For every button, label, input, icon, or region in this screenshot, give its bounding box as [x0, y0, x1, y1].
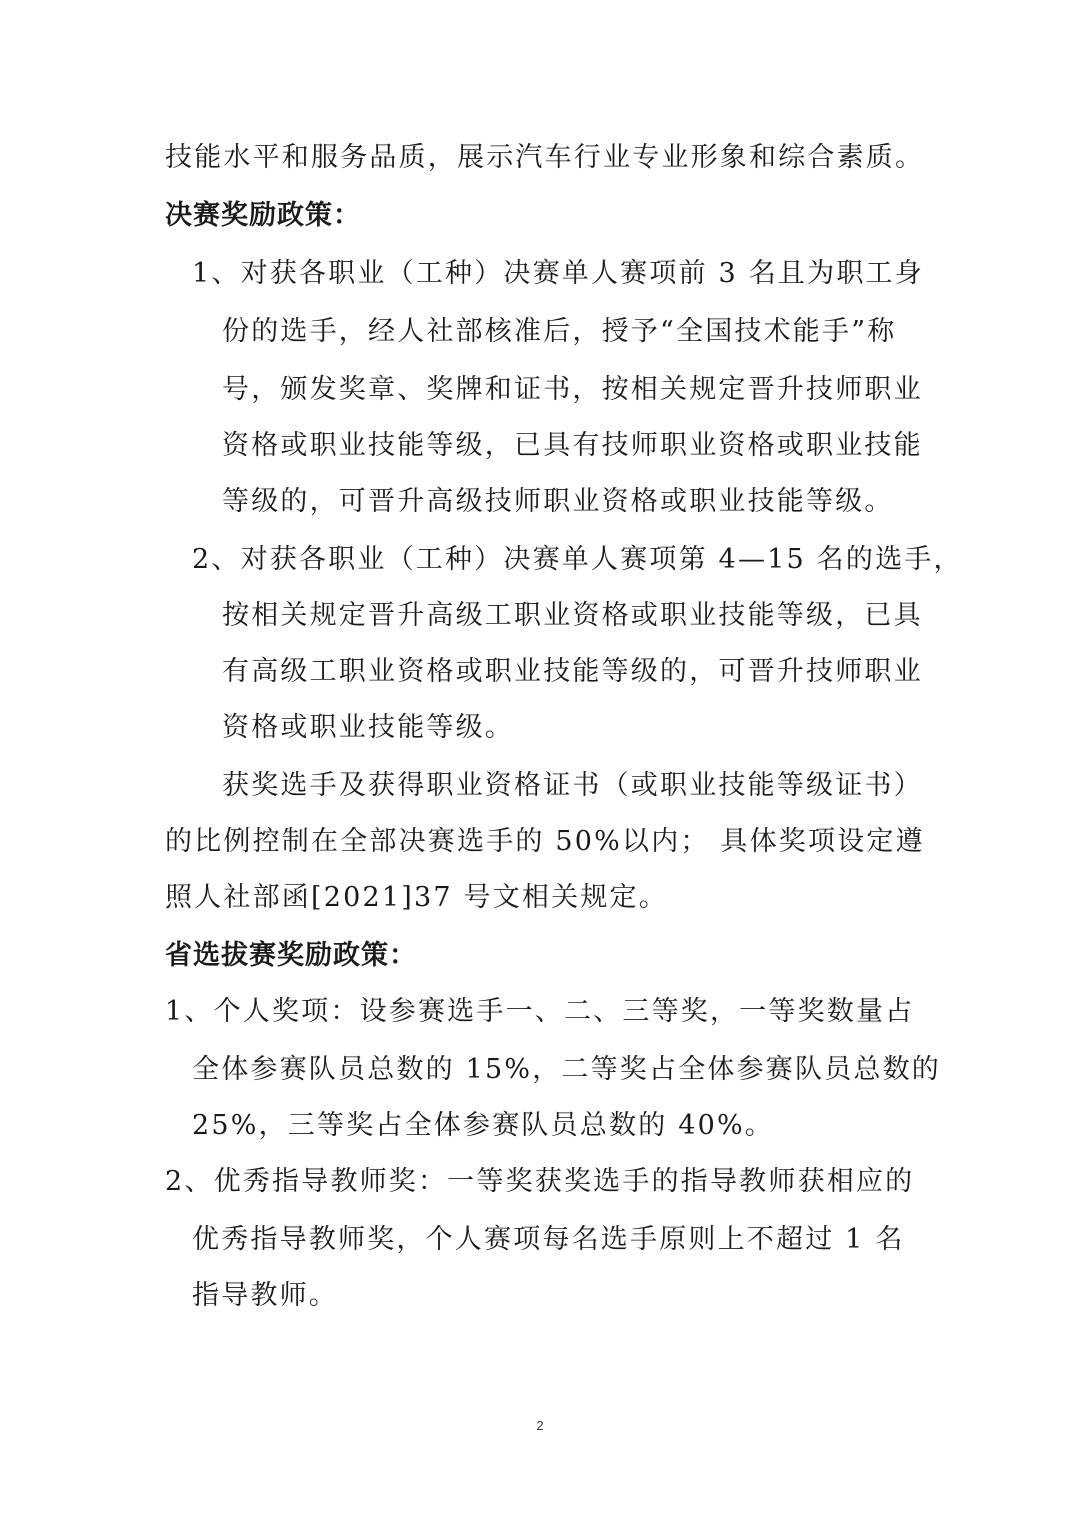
- list-item-1-line: 等级的，可晋升高级技师职业资格或职业技能等级。: [222, 486, 894, 517]
- list-item-2-line: 有高级工职业资格或职业技能等级的，可晋升技师职业: [222, 656, 923, 687]
- list-item-1-line: 份的选手，经人社部核准后，授予“全国技术能手”称: [222, 316, 897, 347]
- list-item-2-line: 资格或职业技能等级。: [222, 712, 514, 743]
- paragraph-continuation: 技能水平和服务品质，展示汽车行业专业形象和综合素质。: [165, 142, 925, 173]
- list-item-2-line: 2、对获各职业（工种）决赛单人赛项第 4—15 名的选手，: [192, 544, 963, 575]
- list-item-teacher-award-line: 2、优秀指导教师奖：一等奖获奖选手的指导教师获相应的: [165, 1166, 915, 1197]
- list-item-individual-awards-line: 全体参赛队员总数的 15%，二等奖占全体参赛队员总数的: [192, 1054, 941, 1085]
- list-item-1-line: 资格或职业技能等级，已具有技师职业资格或职业技能: [222, 430, 923, 461]
- page-number: 2: [536, 1418, 544, 1433]
- paragraph-ratio-line: 的比例控制在全部决赛选手的 50%以内； 具体奖项设定遵: [165, 826, 925, 857]
- list-item-individual-awards-line: 1、个人奖项：设参赛选手一、二、三等奖，一等奖数量占: [165, 996, 915, 1027]
- list-item-2-line: 按相关规定晋升高级工职业资格或职业技能等级，已具: [222, 600, 923, 631]
- list-item-1-line: 1、对获各职业（工种）决赛单人赛项前 3 名且为职工身: [192, 258, 924, 289]
- section-heading-final-awards: 决赛奖励政策：: [165, 200, 361, 231]
- list-item-teacher-award-line: 优秀指导教师奖，个人赛项每名选手原则上不超过 1 名: [192, 1224, 905, 1255]
- section-heading-provincial-awards: 省选拔赛奖励政策：: [165, 940, 417, 971]
- paragraph-ratio-line: 照人社部函[2021]37 号文相关规定。: [165, 882, 668, 913]
- list-item-teacher-award-line: 指导教师。: [192, 1280, 338, 1311]
- list-item-individual-awards-line: 25%，三等奖占全体参赛队员总数的 40%。: [192, 1110, 775, 1141]
- paragraph-ratio-line: 获奖选手及获得职业资格证书（或职业技能等级证书）: [222, 770, 923, 801]
- list-item-1-line: 号，颁发奖章、奖牌和证书，按相关规定晋升技师职业: [222, 374, 923, 405]
